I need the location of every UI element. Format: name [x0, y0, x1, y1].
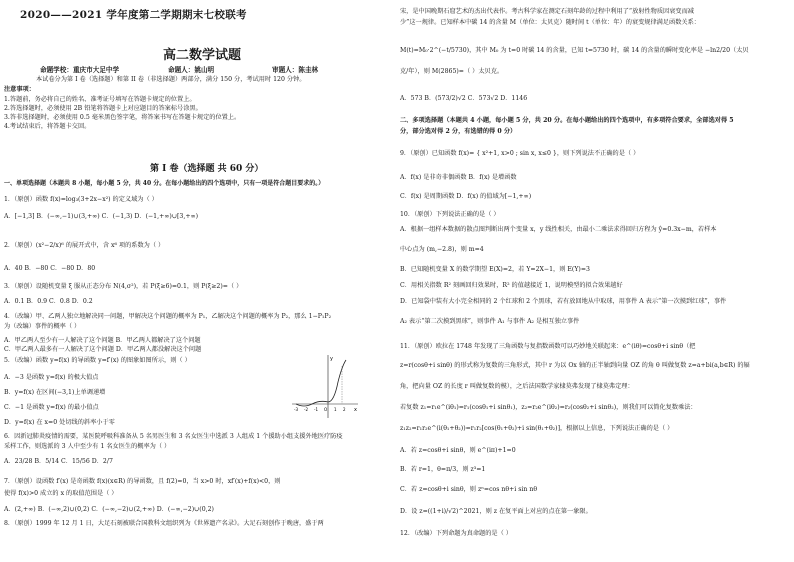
q8-formula: M(t)=M₀·2^(−t/5730)，其中 M₀ 为 t=0 时碳 14 的含量，已知 t=5730 时，碳 14 的含量的瞬时变化率是 −ln2/20（太贝: [400, 47, 749, 54]
q5-option-a: A．−3 是函数 y=f(x) 的极大值点: [4, 374, 99, 381]
q3-stem: 3．（原创）设随机变量 ξ 服从正态分布 N(4,σ²)，若 P(ξ≥6)=0.1，则 P(ξ≥2)=（ ）: [4, 283, 243, 290]
q10-option-c: C．用相关指数 R² 刻画回归效果时，R² 的值越接近 1，说明模型的拟合效果越好: [400, 282, 623, 289]
q11-option-b: B．若 r=1，θ=π/3，则 z³=1: [400, 466, 486, 473]
exam-title: 2020——2021 学年度第二学期期末七校联考: [20, 9, 247, 21]
q11-stem-cont: 角，把向量 OZ 的长度 r 叫做复数的模），之后法国数学家棣莫弗发现了棣莫弗定理：: [400, 383, 634, 390]
part1-title: 第 I 卷（选择题 共 60 分）: [150, 164, 264, 174]
q11-stem-cont: z₁z₂=r₁r₂e^(i(θ₁+θ₂))=r₁r₂[cos(θ₁+θ₂)+i sin(θ₁+θ₂)]，根据以上信息，下列说法正确的是（ ）: [400, 425, 674, 432]
q10-option-d-cont: A₂ 表示“第二次摸到黑球”，则事件 A₁ 与事件 A₂ 是相互独立事件: [400, 318, 580, 325]
q11-option-c: C．若 z=cosθ+i sinθ，则 zⁿ=cos nθ+i sin nθ: [400, 486, 538, 493]
q6-stem-cont: 采样工作，则选派的 3 人中至少有 1 名女医生的概率为（ ）: [4, 443, 171, 450]
x-axis-label: x: [354, 407, 357, 413]
q4-stem: 4．（改编）甲、乙两人独立地解决同一问题，甲解决这个问题的概率为 P₁，乙解决这个问题的概率为 P₂，那么 1−P₁P₂: [4, 313, 332, 320]
tick-label: 2: [343, 407, 346, 412]
q1-options: A．[−1,3] B．(−∞,−1)∪(3,+∞) C．(−1,3) D．(−1,+∞)∪[3,+∞): [4, 213, 199, 220]
q9-options-cd: C．f(x) 是周期函数 D．f(x) 的值域为[−1,+∞): [400, 193, 532, 200]
q7-stem-cont: 使得 f(x)>0 成立的 x 的取值范围是（ ）: [4, 490, 118, 497]
q8-stem-end: 克/年），则 M(2865)=（ ）太贝克。: [400, 68, 504, 75]
q11-stem-cont: z=r(cosθ+i sinθ) 的形式称为复数的三角形式，其中 r 为以 Ox 轴的正半轴到向量 OZ 的角 θ 叫做复数 z=a+bi(a,b∈R) 的辐: [400, 362, 750, 369]
reviewer-label: 审题人：陈圭林: [272, 66, 319, 74]
q6-stem: 6．因新冠肺炎疫情的需要，某医院呼吸科准备从 5 名男医生和 3 名女医生中选派 3 人组成 1 个援助小组支援外地医疗防疫: [4, 433, 343, 440]
left-column: [0, 0, 392, 562]
q4-stem-cont: 为（改编）事件的概率（ ）: [4, 323, 81, 330]
q5-stem: 5．（改编）函数 y=f(x) 的导函数 y=f′(x) 的图象如图所示，则（ ）: [4, 357, 191, 364]
q2-options: A．40 B．−80 C．−80 D．80: [4, 265, 96, 272]
q11-option-a: A．若 z=cosθ+i sinθ，则 e^(iπ)+1=0: [400, 447, 516, 454]
multi-choice-title-cont: 分，部分选对得 2 分，有选错的得 0 分）: [400, 128, 517, 135]
q8-stem: 8．（原创）1999 年 12 月 1 日，大足石刻被联合国教科文组织列为《世界遗产名录》。大足石刻创作于晚唐，盛于两: [4, 520, 324, 527]
q10-option-a: A．根据一组样本数据的散点图判断出两个变量 x，y 线性相关，由最小二乘法求得回归方程为 ŷ=0.3x−m，若样本: [400, 226, 717, 233]
tick-label: 1: [334, 407, 337, 412]
q5-option-c: C．−1 是函数 y=f(x) 的最小值点: [4, 404, 99, 411]
note-item: 1.答题前，务必将自己的姓名、准考证号填写在答题卡规定的位置上。: [4, 96, 196, 103]
note-item: 2.答选择题时，必须使用 2B 铅笔将答题卡上对应题目的答案标号涂黑。: [4, 105, 202, 112]
exam-subtitle: 高二数学试题: [163, 48, 242, 63]
q10-option-d: D．已知袋中装有大小完全相同的 2 个红球和 2 个黑球，若有放回地从中取球，用事件 A 表示“第一次摸到红球”，事件: [400, 298, 727, 305]
q10-stem: 10．（原创）下列说法正确的是（ ）: [400, 211, 500, 218]
multi-choice-title: 二、多项选择题（本题共 4 小题，每小题 5 分，共 20 分。在每小题给出的四个选项中，有多项符合要求，全部选对得 5: [400, 117, 734, 124]
q9-stem: 9．（原创）已知函数 f(x)= { x²+1, x>0 ; sin x, x≤0 }，则下列说法不正确的是（ ）: [400, 150, 640, 157]
q11-stem: 11．（原创）欧拉在 1748 年发现了三角函数与复指数函数可以巧妙地关联起来：e^(iθ)=cosθ+i sinθ（把: [400, 343, 696, 350]
q8-options: A．573 B．(573/2)√2 C．573√2 D．1146: [400, 95, 528, 102]
tick-label: -2: [304, 407, 308, 412]
q11-option-d: D．设 z=((1+i)/√2)^2021，则 z 在复平面上对应的点在第一象限。: [400, 508, 592, 515]
q4-options-cd: C．甲乙两人最多有一人解决了这个问题 D．甲乙两人都没解决这个问题: [4, 346, 202, 353]
q1-stem: 1．（原创）函数 f(x)=log₃(3+2x−x²) 的定义域为（ ）: [4, 196, 158, 203]
q7-options: A．(2,+∞) B．(−∞,2)∪(0,2) C．(−∞,−2)∪(2,+∞) D．(−∞,−2)∪(0,2): [4, 506, 214, 513]
tick-label: -3: [294, 407, 298, 412]
derivative-graph: [290, 352, 360, 420]
right-column: [396, 0, 794, 562]
q12-stem: 12．（改编）下列命题为真命题的是（ ）: [400, 530, 512, 537]
q5-option-d: D．y=f(x) 在 x=0 处切线的斜率小于零: [4, 419, 115, 426]
q3-options: A．0.1 B．0.9 C．0.8 D．0.2: [4, 298, 93, 305]
notes-title: 注意事项：: [4, 86, 35, 93]
q10-option-a-cont: 中心点为 (m,−2.8)，则 m=4: [400, 246, 484, 253]
q2-stem: 2．（原创）(x²−2/x)⁶ 的展开式中，含 x⁶ 项的系数为（ ）: [4, 242, 165, 249]
q7-stem: 7．（原创）设函数 f′(x) 是奇函数 f(x)(x∈R) 的导函数，且 f(2)=0，当 x>0 时，xf′(x)+f(x)<0，则: [4, 478, 281, 485]
single-choice-title: 一、单项选择题（本题共 8 小题，每小题 5 分，共 40 分。在每小题给出的四个选项中，只有一项是符合题目要求的。）: [4, 180, 325, 187]
q11-stem-cont: 若复数 z₁=r₁e^(iθ₁)=r₁(cosθ₁+i sinθ₁)，z₂=r₂e^(iθ₂)=r₂(cosθ₂+i sinθ₂)，则我们可以简化复数乘法：: [400, 404, 697, 411]
y-axis-label: y: [330, 356, 333, 362]
note-item: 3.答非选择题时，必须使用 0.5 毫米黑色签字笔，将答案书写在答题卡规定的位置上。: [4, 114, 241, 121]
q4-options-ab: A．甲乙两人至少有一人解决了这个问题 B．甲乙两人都解决了这个问题: [4, 337, 201, 344]
q10-option-b: B．已知随机变量 X 的数学期望 E(X)=2，若 Y=2X−1，则 E(Y)=3: [400, 266, 590, 273]
author-label: 命题人：姚山明: [168, 66, 215, 74]
exam-description: 本试卷分为第 I 卷（选择题）和第 II 卷（非选择题）两部分，满分 150 分，考试用时 120 分钟。: [36, 76, 306, 83]
q8-stem-cont: 少”这一规律。已知样本中碳 14 的含量 M（单位：太贝克）随时间 t（单位：年）的衰变规律满足函数关系：: [400, 19, 700, 26]
q9-options-ab: A．f(x) 是非奇非偶函数 B．f(x) 是增函数: [400, 174, 517, 181]
tick-label: -1: [314, 407, 318, 412]
tick-label: O: [324, 407, 328, 412]
note-item: 4.考试结束后，将答题卡交回。: [4, 123, 91, 130]
q6-options: A．23/28 B．5/14 C．15/56 D．2/7: [4, 458, 113, 465]
q8-stem-cont: 宋，是中国晚期石窟艺术的杰出代表作。考古科学家在测定石刻年龄的过程中利用了“放射性物质因衰变而减: [400, 8, 694, 15]
derivative-curve: [296, 360, 346, 406]
q5-option-b: B．y=f(x) 在区间(−3,1)上单调递增: [4, 389, 106, 396]
school-label: 命题学校：重庆市大足中学: [40, 66, 120, 74]
